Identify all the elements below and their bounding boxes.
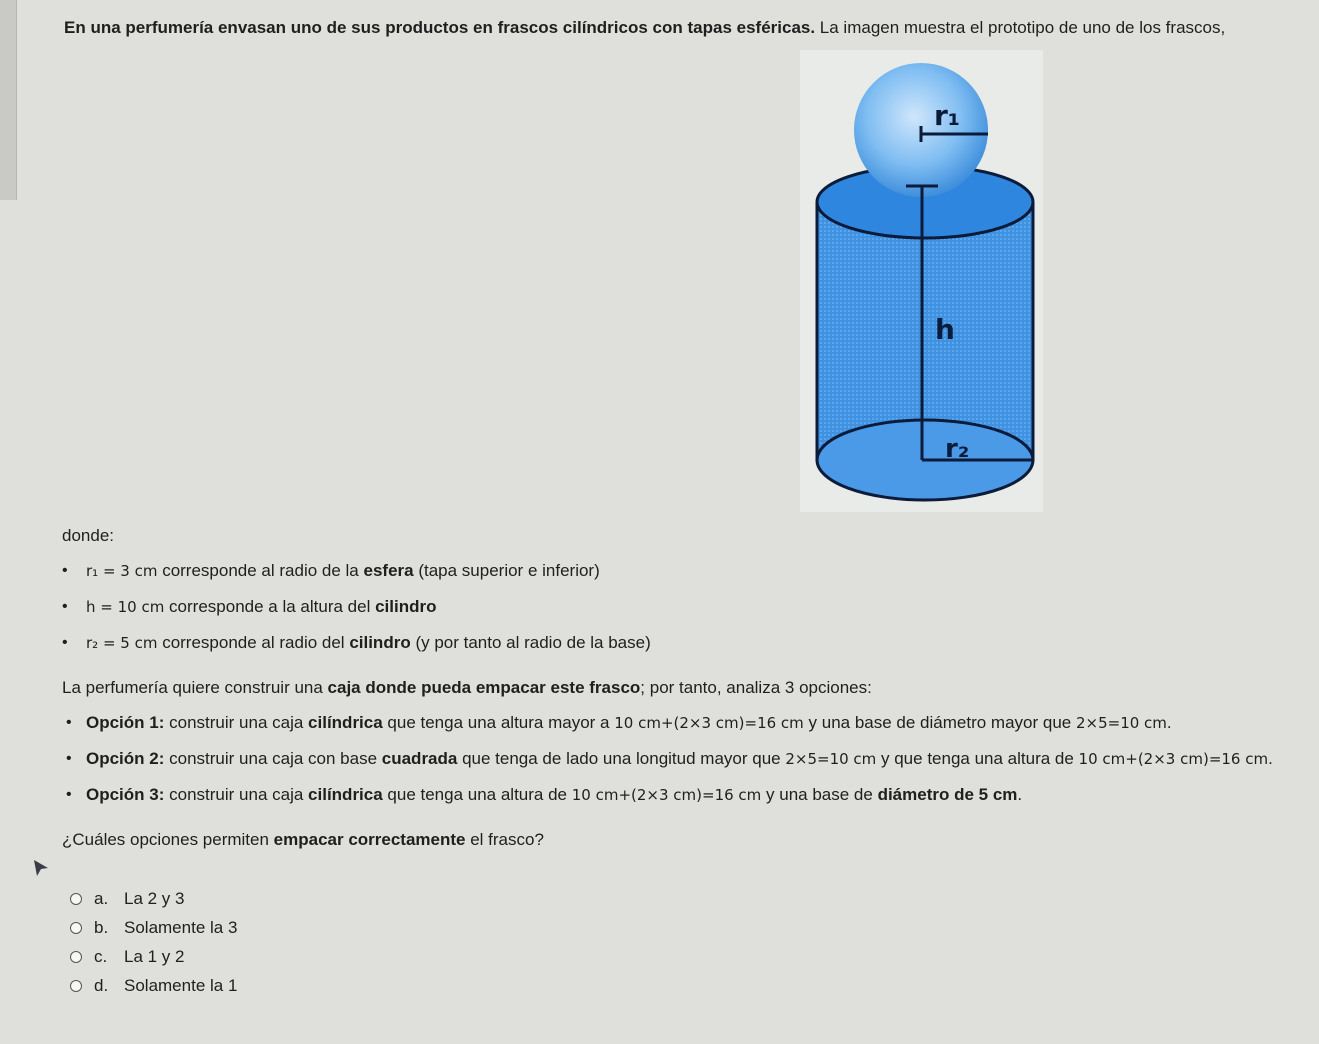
definition-h [62, 596, 651, 632]
option-text: construir una caja [164, 713, 309, 732]
option-text: que tenga de lado una longitud mayor que [457, 749, 786, 768]
donde-label: donde: [62, 526, 114, 545]
option-text: que tenga una altura mayor a [382, 713, 615, 732]
option-label: Opción 1: [86, 713, 165, 732]
bottle-figure [800, 50, 1043, 512]
answer-label: Solamente la 3 [124, 917, 238, 937]
intro-text [64, 18, 1225, 38]
option-math: 10 cm+(2×3 cm)=16 cm [1078, 750, 1269, 768]
option-text: y una base de [761, 785, 878, 804]
def-tail: (y por tanto al radio de la base) [410, 633, 651, 652]
answer-choices [70, 890, 237, 1006]
option-text: construir una caja [164, 785, 309, 804]
option-2 [62, 748, 1273, 784]
def-bold: cilindro [349, 633, 411, 652]
option-1 [62, 712, 1273, 748]
option-math: 10 cm+(2×3 cm)=16 cm [571, 786, 762, 804]
option-bold: cuadrada [381, 749, 458, 768]
r2-label: r₂ [945, 434, 970, 464]
def-var: r₁ = 3 cm [86, 562, 158, 580]
option-text: construir una caja con base [164, 749, 382, 768]
radio-button[interactable] [70, 893, 82, 905]
answer-letter: c. [94, 946, 108, 966]
option-label: Opción 3: [86, 785, 165, 804]
analysis-text [62, 678, 872, 698]
mouse-pointer-icon [32, 858, 52, 883]
intro-bold: En una perfumería envasan uno de sus productos en frascos cilíndricos con tapas esféricas. [64, 18, 816, 37]
option-3 [62, 784, 1273, 820]
radio-button[interactable] [70, 980, 82, 992]
options-list [62, 712, 1273, 820]
option-label: Opción 2: [86, 749, 165, 768]
option-text: y una base de diámetro mayor que [803, 713, 1076, 732]
analysis-bold: caja donde pueda empacar este frasco [327, 678, 641, 697]
definitions-list [62, 560, 651, 668]
option-bold: diámetro de 5 cm [877, 785, 1018, 804]
left-scrollbar[interactable] [0, 0, 17, 200]
answer-d[interactable] [70, 965, 237, 1006]
answer-letter: a. [94, 888, 109, 908]
option-text: . [1166, 713, 1172, 732]
def-text: corresponde al radio del [157, 633, 350, 652]
option-bold: cilíndrica [308, 785, 383, 804]
definition-r2 [62, 632, 651, 668]
def-tail: (tapa superior e inferior) [413, 561, 600, 580]
option-math: 2×5=10 cm [1075, 714, 1167, 732]
definition-r1 [62, 560, 651, 596]
answer-letter: d. [94, 975, 109, 995]
answer-label: Solamente la 1 [124, 975, 238, 995]
bottle-diagram [800, 50, 1043, 512]
option-text: que tenga una altura de [382, 785, 572, 804]
radio-button[interactable] [70, 951, 82, 963]
option-text: . [1017, 785, 1023, 804]
def-bold: cilindro [375, 597, 437, 616]
option-math: 2×5=10 cm [785, 750, 877, 768]
intro-rest: La imagen muestra el prototipo de uno de los frascos, [815, 18, 1226, 37]
question-pre: ¿Cuáles opciones permiten [62, 830, 274, 849]
option-bold: cilíndrica [308, 713, 383, 732]
def-text: corresponde a la altura del [164, 597, 376, 616]
question-text [62, 830, 544, 850]
def-bold: esfera [363, 561, 414, 580]
option-text: y que tenga una altura de [876, 749, 1079, 768]
def-var: h = 10 cm [86, 598, 165, 616]
answer-label: La 2 y 3 [124, 888, 185, 908]
option-math: 10 cm+(2×3 cm)=16 cm [614, 714, 804, 732]
option-text: . [1268, 749, 1273, 768]
answer-label: La 1 y 2 [124, 946, 185, 966]
h-label: h [935, 313, 955, 346]
def-text: corresponde al radio de la [157, 561, 364, 580]
def-var: r₂ = 5 cm [86, 634, 158, 652]
radio-button[interactable] [70, 922, 82, 934]
analysis-post: ; por tanto, analiza 3 opciones: [640, 678, 872, 697]
r1-label: r₁ [934, 99, 961, 132]
answer-letter: b. [94, 917, 109, 937]
question-post: el frasco? [465, 830, 544, 849]
question-bold: empacar correctamente [273, 830, 466, 849]
analysis-pre: La perfumería quiere construir una [62, 678, 328, 697]
